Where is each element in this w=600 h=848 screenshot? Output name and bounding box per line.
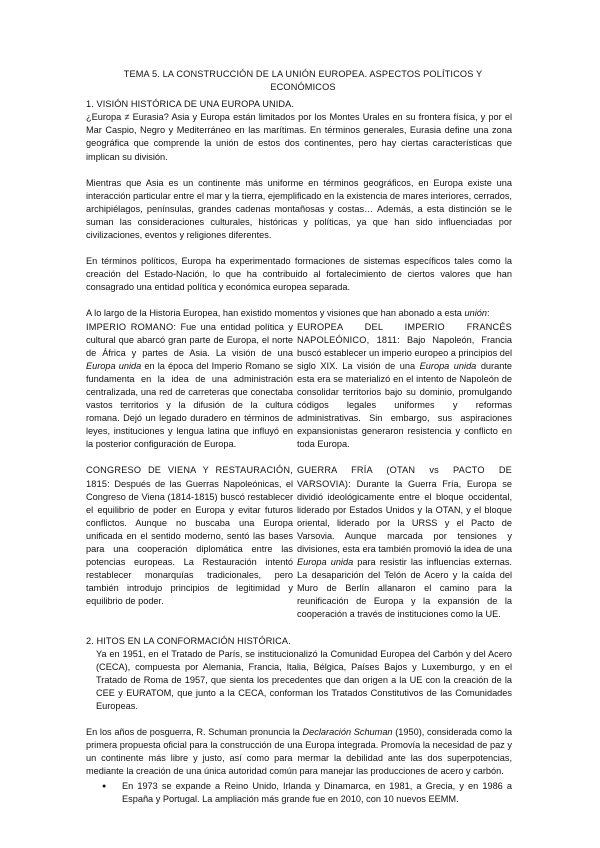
napoleonic-empire-heading: EUROPEA DEL IMPERIO FRANCÉS NAPOLEÓNICO, 1811: (297, 321, 512, 345)
column-congress-vienna: CONGRESO DE VIENA Y RESTAURACIÓN, 1815: Después de las Guerras Napoleónicas, el Congreso de Viena (1814-1815) buscó restablecer el equilibrio de poder en Europa y evitar futuros conflictos. Aunque no buscaba una Europa unificada en el sentido moderno, sentó las bases para una cooperación diplomática entre las potencias europeas. La Restauración intentó restablecer monarquías tradicionales, pero también introdujo principios de legitimidad y equilibrio de poder. (86, 465, 293, 607)
list-item (102, 780, 512, 806)
paragraph-asia-europe: Mientras que Asia es un continente más uniforme en términos geográficos, en Europa existe una interacción particular entre el mar y la tierra, ejemplificado en la existencia de mares interiores, cerrados, archipiélagos, penínsulas, grandes cadenas montañosas y costas… Además, a esta distinción se le suman las consideraciones culturales, históricas y políticas, ya que han sido influenciadas por civilizaciones, eventos y religiones diferentes. (86, 177, 512, 241)
congress-vienna-heading: CONGRESO DE VIENA Y RESTAURACIÓN, 1815: (86, 465, 293, 489)
list-item-text: En 1973 se expande a Reino Unido, Irlanda y Dinamarca, en 1981, a Grecia, y en 1986 a España y Portugal. La ampliación más grande fue en 2010, con 10 nuevos EEMM. (122, 780, 512, 804)
document-title: TEMA 5. LA CONSTRUCCIÓN DE LA UNIÓN EUROPEA. ASPECTOS POLÍTICOS Y ECONÓMICOS (123, 69, 483, 93)
paragraph-intro-moments: A lo largo de la Historia Europea, han existido momentos y visiones que han abonado a esta unión: (86, 308, 490, 319)
roman-empire-heading: IMPERIO ROMANO: (86, 321, 177, 332)
cold-war-heading: GUERRA FRÍA (OTAN vs PACTO DE VARSOVIA): (297, 465, 512, 489)
section-2-heading: 2. HITOS EN LA CONFORMACIÓN HISTÓRICA. (86, 635, 291, 646)
column-napoleonic-empire: EUROPEA DEL IMPERIO FRANCÉS NAPOLEÓNICO, 1811: Bajo Napoleón, Francia buscó establecer un imperio europeo a principios del siglo XIX. La visión de una Europa unida durante esta era se materializó en el intento de Napoleón de consolidar territorios bajo su dominio, promulgando códigos legales uniformes y reformas administrativas. Sin embargo, sus aspiraciones expansionistas generaron resistencia y conflicto en toda Europa. (297, 321, 513, 450)
section-1-heading: 1. VISIÓN HISTÓRICA DE UNA EUROPA UNIDA. (86, 99, 295, 110)
paragraph-political-terms: En términos políticos, Europa ha experimentado formaciones de sistemas específicos tales como la creación del Estado-Nación, lo que ha contribuido al fortalecimiento de ciertos valores que han consagrado una entidad política y económica europea separada. (86, 256, 512, 293)
columns-row-1 (86, 321, 512, 452)
paragraph-eurasia: ¿Europa ≠ Eurasia? Asia y Europa están limitados por los Montes Urales en su frontera física, y por el Mar Caspio, Negro y Mediterráneo en las marítimas. En términos generales, Eurasia define una zona geográfica que comprende la unión de estos dos continentes, pero hay ciertas características que implican su división. (86, 112, 512, 162)
column-cold-war: GUERRA FRÍA (OTAN vs PACTO DE VARSOVIA): Durante la Guerra Fría, Europa se dividió ideológicamente entre el bloque occidental, liderado por Estados Unidos y la OTAN, y el bloque oriental, liderado por la URSS y el Pacto de Varsovia. Aunque marcada por tensiones y divisiones, esta era también promovió la idea de una Europa unida para resistir las influencias externas. La desaparición del Telón de Acero y la caída del Muro de Berlín allanaron el camino para la reunificación de Europa y la expansión de la cooperación a través de instituciones como la UE. (297, 465, 512, 620)
paragraph-schuman: En los años de posguerra, R. Schuman pronuncia la Declaración Schuman (1950), considerada como la primera propuesta oficial para la construcción de una Europa integrada. Promovía la necesidad de paz y un continente más libre y justo, así como para mermar la debilidad ante las dos superpotencias, mediante la creación de una única autoridad común para manejar las producciones de acero y carbón. (86, 727, 512, 777)
columns-row-2 (86, 464, 512, 621)
paragraph-ceca: Ya en 1951, en el Tratado de París, se institucionalizó la Comunidad Europea del Carbón y del Acero (CECA), compuesta por Alemania, Francia, Italia, Bélgica, Países Bajos y Luxemburgo, y en el Tratado de Roma de 1957, que sienta los precedentes que dan origen a la UE con la creación de la CEE y EURATOM, que junto a la CECA, conforman los Tratados Constitutivos de las Comunidades Europeas. (96, 648, 512, 712)
column-roman-empire: IMPERIO ROMANO: Fue una entidad política y cultural que abarcó gran parte de Europa, el norte de África y partes de Asia. La visión de una Europa unida en la época del Imperio Romano se fundamenta en la idea de una administración centralizada, una red de carreteras que conectaba vastos territorios y la difusión de la cultura romana. Dejó un legado duradero en términos de leyes, instituciones y lengua latina que influyó en la posterior configuración de Europa. (86, 321, 293, 450)
bullet-icon: ● (102, 782, 107, 790)
